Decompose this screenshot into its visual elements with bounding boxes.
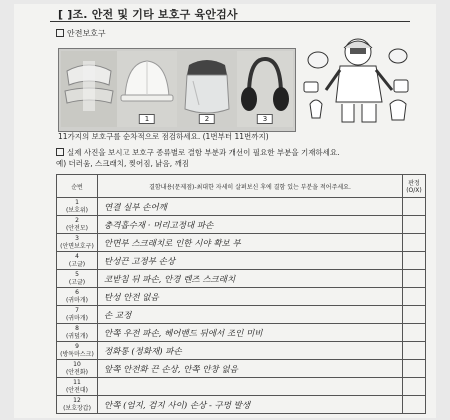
table-row bbox=[57, 270, 426, 288]
rating-cell[interactable] bbox=[403, 378, 426, 396]
photo-caption: 11가지의 보호구를 순차적으로 점검하세요. (1번부터 11번까지) bbox=[58, 132, 269, 141]
row-index: 8 bbox=[75, 325, 79, 332]
table-row bbox=[57, 360, 426, 378]
row-index: 10 bbox=[73, 361, 81, 368]
safety-gear-clipart bbox=[296, 32, 416, 128]
row-number bbox=[57, 216, 98, 234]
row-number bbox=[57, 378, 98, 396]
row-number bbox=[57, 198, 98, 216]
rating-cell[interactable] bbox=[403, 288, 426, 306]
inspection-table bbox=[56, 174, 426, 414]
table-row bbox=[57, 234, 426, 252]
rating-cell[interactable] bbox=[403, 252, 426, 270]
row-index: 6 bbox=[75, 289, 79, 296]
row-number bbox=[57, 270, 98, 288]
table-row bbox=[57, 252, 426, 270]
defect-cell[interactable] bbox=[98, 198, 403, 216]
defect-cell[interactable] bbox=[98, 306, 403, 324]
photo-ear-muffs bbox=[237, 51, 293, 127]
section-safety-gear bbox=[56, 28, 106, 39]
harness-illustration bbox=[61, 51, 117, 127]
equipment-photos bbox=[58, 48, 296, 132]
handwritten-note: 안쪽 (엄지, 검지 사이) 손상 - 구멍 발생 bbox=[104, 400, 251, 411]
handwritten-note: 탄성 안전 없음 bbox=[104, 292, 159, 303]
row-number bbox=[57, 252, 98, 270]
row-number bbox=[57, 396, 98, 414]
defect-cell[interactable] bbox=[98, 360, 403, 378]
handwritten-note: 앞쪽 안전화 끈 손상, 안쪽 안창 없음 bbox=[104, 364, 238, 375]
row-item: (귀마개) bbox=[65, 296, 89, 304]
rating-cell[interactable] bbox=[403, 360, 426, 378]
worksheet-page bbox=[14, 4, 436, 418]
rating-cell[interactable] bbox=[403, 396, 426, 414]
photo-number: 2 bbox=[199, 114, 215, 124]
row-item: (방독마스크) bbox=[60, 350, 94, 358]
instructions bbox=[56, 147, 426, 169]
row-index: 3 bbox=[75, 235, 79, 242]
row-index: 11 bbox=[73, 379, 81, 386]
photo-number: 3 bbox=[257, 114, 273, 124]
col-defect: 결함내용(문제점)-최대한 자세히 살펴보신 후에 결함 있는 부분을 적어주세요. bbox=[98, 175, 403, 198]
rating-cell[interactable] bbox=[403, 342, 426, 360]
row-index: 9 bbox=[75, 343, 79, 350]
row-item: (고글) bbox=[68, 278, 86, 286]
row-item: (안전모) bbox=[65, 224, 89, 232]
row-item: (귀마개) bbox=[65, 314, 89, 322]
table-row bbox=[57, 306, 426, 324]
row-item: (안전화) bbox=[65, 368, 89, 376]
handwritten-note: 코받침 뒤 파손, 안경 렌즈 스크래치 bbox=[104, 274, 236, 285]
instruction-text: 실제 사진을 보시고 보호구 종류별로 결함 부분과 개선이 필요한 부분을 기재하세요. bbox=[67, 148, 340, 157]
defect-cell[interactable] bbox=[98, 234, 403, 252]
row-item: (보호장갑) bbox=[63, 404, 91, 412]
photo-face-shield bbox=[177, 51, 238, 127]
handwritten-note: 안면부 스크래치로 인한 시야 확보 부 bbox=[104, 238, 241, 249]
section-label: 안전보호구 bbox=[67, 29, 106, 38]
handwritten-note: 충격흡수재 · 머리고정대 파손 bbox=[104, 220, 214, 231]
table-row bbox=[57, 216, 426, 234]
page-title: [ ]조. 안전 및 기타 보호구 육안검사 bbox=[58, 8, 238, 21]
photo-safety-harness bbox=[61, 51, 118, 127]
table-row bbox=[57, 378, 426, 396]
col-rating: 판정 (O/X) bbox=[403, 175, 426, 198]
photo-hard-hat bbox=[117, 51, 178, 127]
title-underline bbox=[50, 21, 410, 22]
row-number bbox=[57, 234, 98, 252]
handwritten-note: 손 교정 bbox=[104, 310, 132, 321]
row-index: 7 bbox=[75, 307, 79, 314]
table-row bbox=[57, 396, 426, 414]
row-number bbox=[57, 360, 98, 378]
row-index: 5 bbox=[75, 271, 79, 278]
handwritten-note: 연결 실부 손어깨 bbox=[104, 202, 167, 213]
row-item: (보호위) bbox=[65, 206, 89, 214]
defect-cell[interactable] bbox=[98, 216, 403, 234]
table-row bbox=[57, 288, 426, 306]
row-number bbox=[57, 306, 98, 324]
rating-cell[interactable] bbox=[403, 270, 426, 288]
row-index: 4 bbox=[75, 253, 79, 260]
defect-cell[interactable] bbox=[98, 342, 403, 360]
defect-cell[interactable] bbox=[98, 396, 403, 414]
table-row bbox=[57, 324, 426, 342]
col-number: 순번 bbox=[57, 175, 98, 198]
row-item: (안면보호구) bbox=[60, 242, 94, 250]
rating-cell[interactable] bbox=[403, 306, 426, 324]
row-item: (고글) bbox=[68, 260, 86, 268]
row-index: 2 bbox=[75, 217, 79, 224]
handwritten-note: 안쪽 우전 파손, 헤어밴드 뒤에서 조인 미비 bbox=[104, 328, 263, 339]
rating-cell[interactable] bbox=[403, 324, 426, 342]
photo-number: 1 bbox=[139, 114, 155, 124]
row-index: 1 bbox=[75, 199, 79, 206]
handwritten-note: 정화통 (정화재) 파손 bbox=[104, 346, 182, 357]
handwritten-note bbox=[98, 382, 104, 392]
row-item: (귀덮개) bbox=[65, 332, 89, 340]
row-item: (안전대) bbox=[65, 386, 89, 394]
table-row bbox=[57, 198, 426, 216]
defect-cell[interactable] bbox=[98, 324, 403, 342]
defect-cell[interactable] bbox=[98, 288, 403, 306]
checkbox[interactable] bbox=[56, 29, 64, 37]
row-index: 12 bbox=[73, 397, 81, 404]
defect-cell[interactable] bbox=[98, 378, 403, 396]
instruction-line bbox=[56, 147, 426, 158]
table-header-row bbox=[57, 175, 426, 198]
rating-cell[interactable] bbox=[403, 216, 426, 234]
table-row bbox=[57, 342, 426, 360]
rating-cell[interactable] bbox=[403, 198, 426, 216]
checkbox[interactable] bbox=[56, 148, 64, 156]
defect-cell[interactable] bbox=[98, 252, 403, 270]
row-number bbox=[57, 342, 98, 360]
handwritten-note: 탄성끈 고정부 손상 bbox=[104, 256, 176, 267]
rating-cell[interactable] bbox=[403, 234, 426, 252]
instruction-example: 예) 더러움, 스크래치, 찢어짐, 낡음, 깨짐 bbox=[56, 159, 190, 168]
row-number bbox=[57, 324, 98, 342]
row-number bbox=[57, 288, 98, 306]
defect-cell[interactable] bbox=[98, 270, 403, 288]
